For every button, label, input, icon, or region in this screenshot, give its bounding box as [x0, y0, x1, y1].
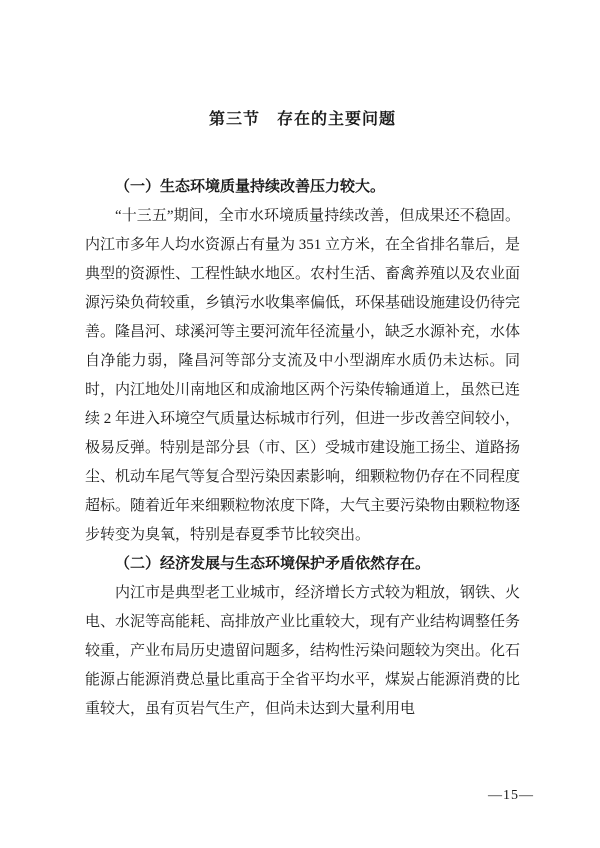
document-content — [85, 106, 520, 724]
page-number: —15— — [488, 788, 534, 803]
paragraph-body-1: “十三五”期间，全市水环境质量持续改善，但成果还不稳固。内江市多年人均水资源占有量为 351 立方米，在全省排名靠后，是典型的资源性、工程性缺水地区。农村生活、畜禽养殖以及农业面源污染负荷较重，乡镇污水收集率偏低，环保基础设施建设仍待完善。隆昌河、球溪河等主要河流年径流量小，缺乏水源补充，水体自净能力弱，隆昌河等部分支流及中小型湖库水质仍未达标。同时，内江地处川南地区和成渝地区两个污染传输通道上，虽然已连续 2 年进入环境空气质量达标城市行列，但进一步改善空间较小，极易反弹。特别是部分县（市、区）受城市建设施工扬尘、道路扬尘、机动车尾气等复合型污染因素影响，细颗粒物仍存在不同程度超标。随着近年来细颗粒物浓度下降，大气主要污染物由颗粒物逐步转变为臭氧，特别是春夏季节比较突出。 — [85, 208, 521, 543]
paragraph-subheading-1: （一）生态环境质量持续改善压力较大。 — [115, 179, 386, 195]
section-heading: 第三节 存在的主要问题 — [208, 111, 396, 128]
paragraph-body-2: 内江市是典型老工业城市，经济增长方式较为粗放，钢铁、火电、水泥等高能耗、高排放产业比重较大，现有产业结构调整任务较重，产业布局历史遗留问题多，结构性污染问题较为突出。化石能源占能源消费总量比重高于全省平均水平，煤炭占能源消费的比重较大，虽有页岩气生产，但尚未达到大量利用电 — [85, 585, 521, 717]
paragraph-subheading-2: （二）经济发展与生态环境保护矛盾依然存在。 — [115, 556, 431, 572]
